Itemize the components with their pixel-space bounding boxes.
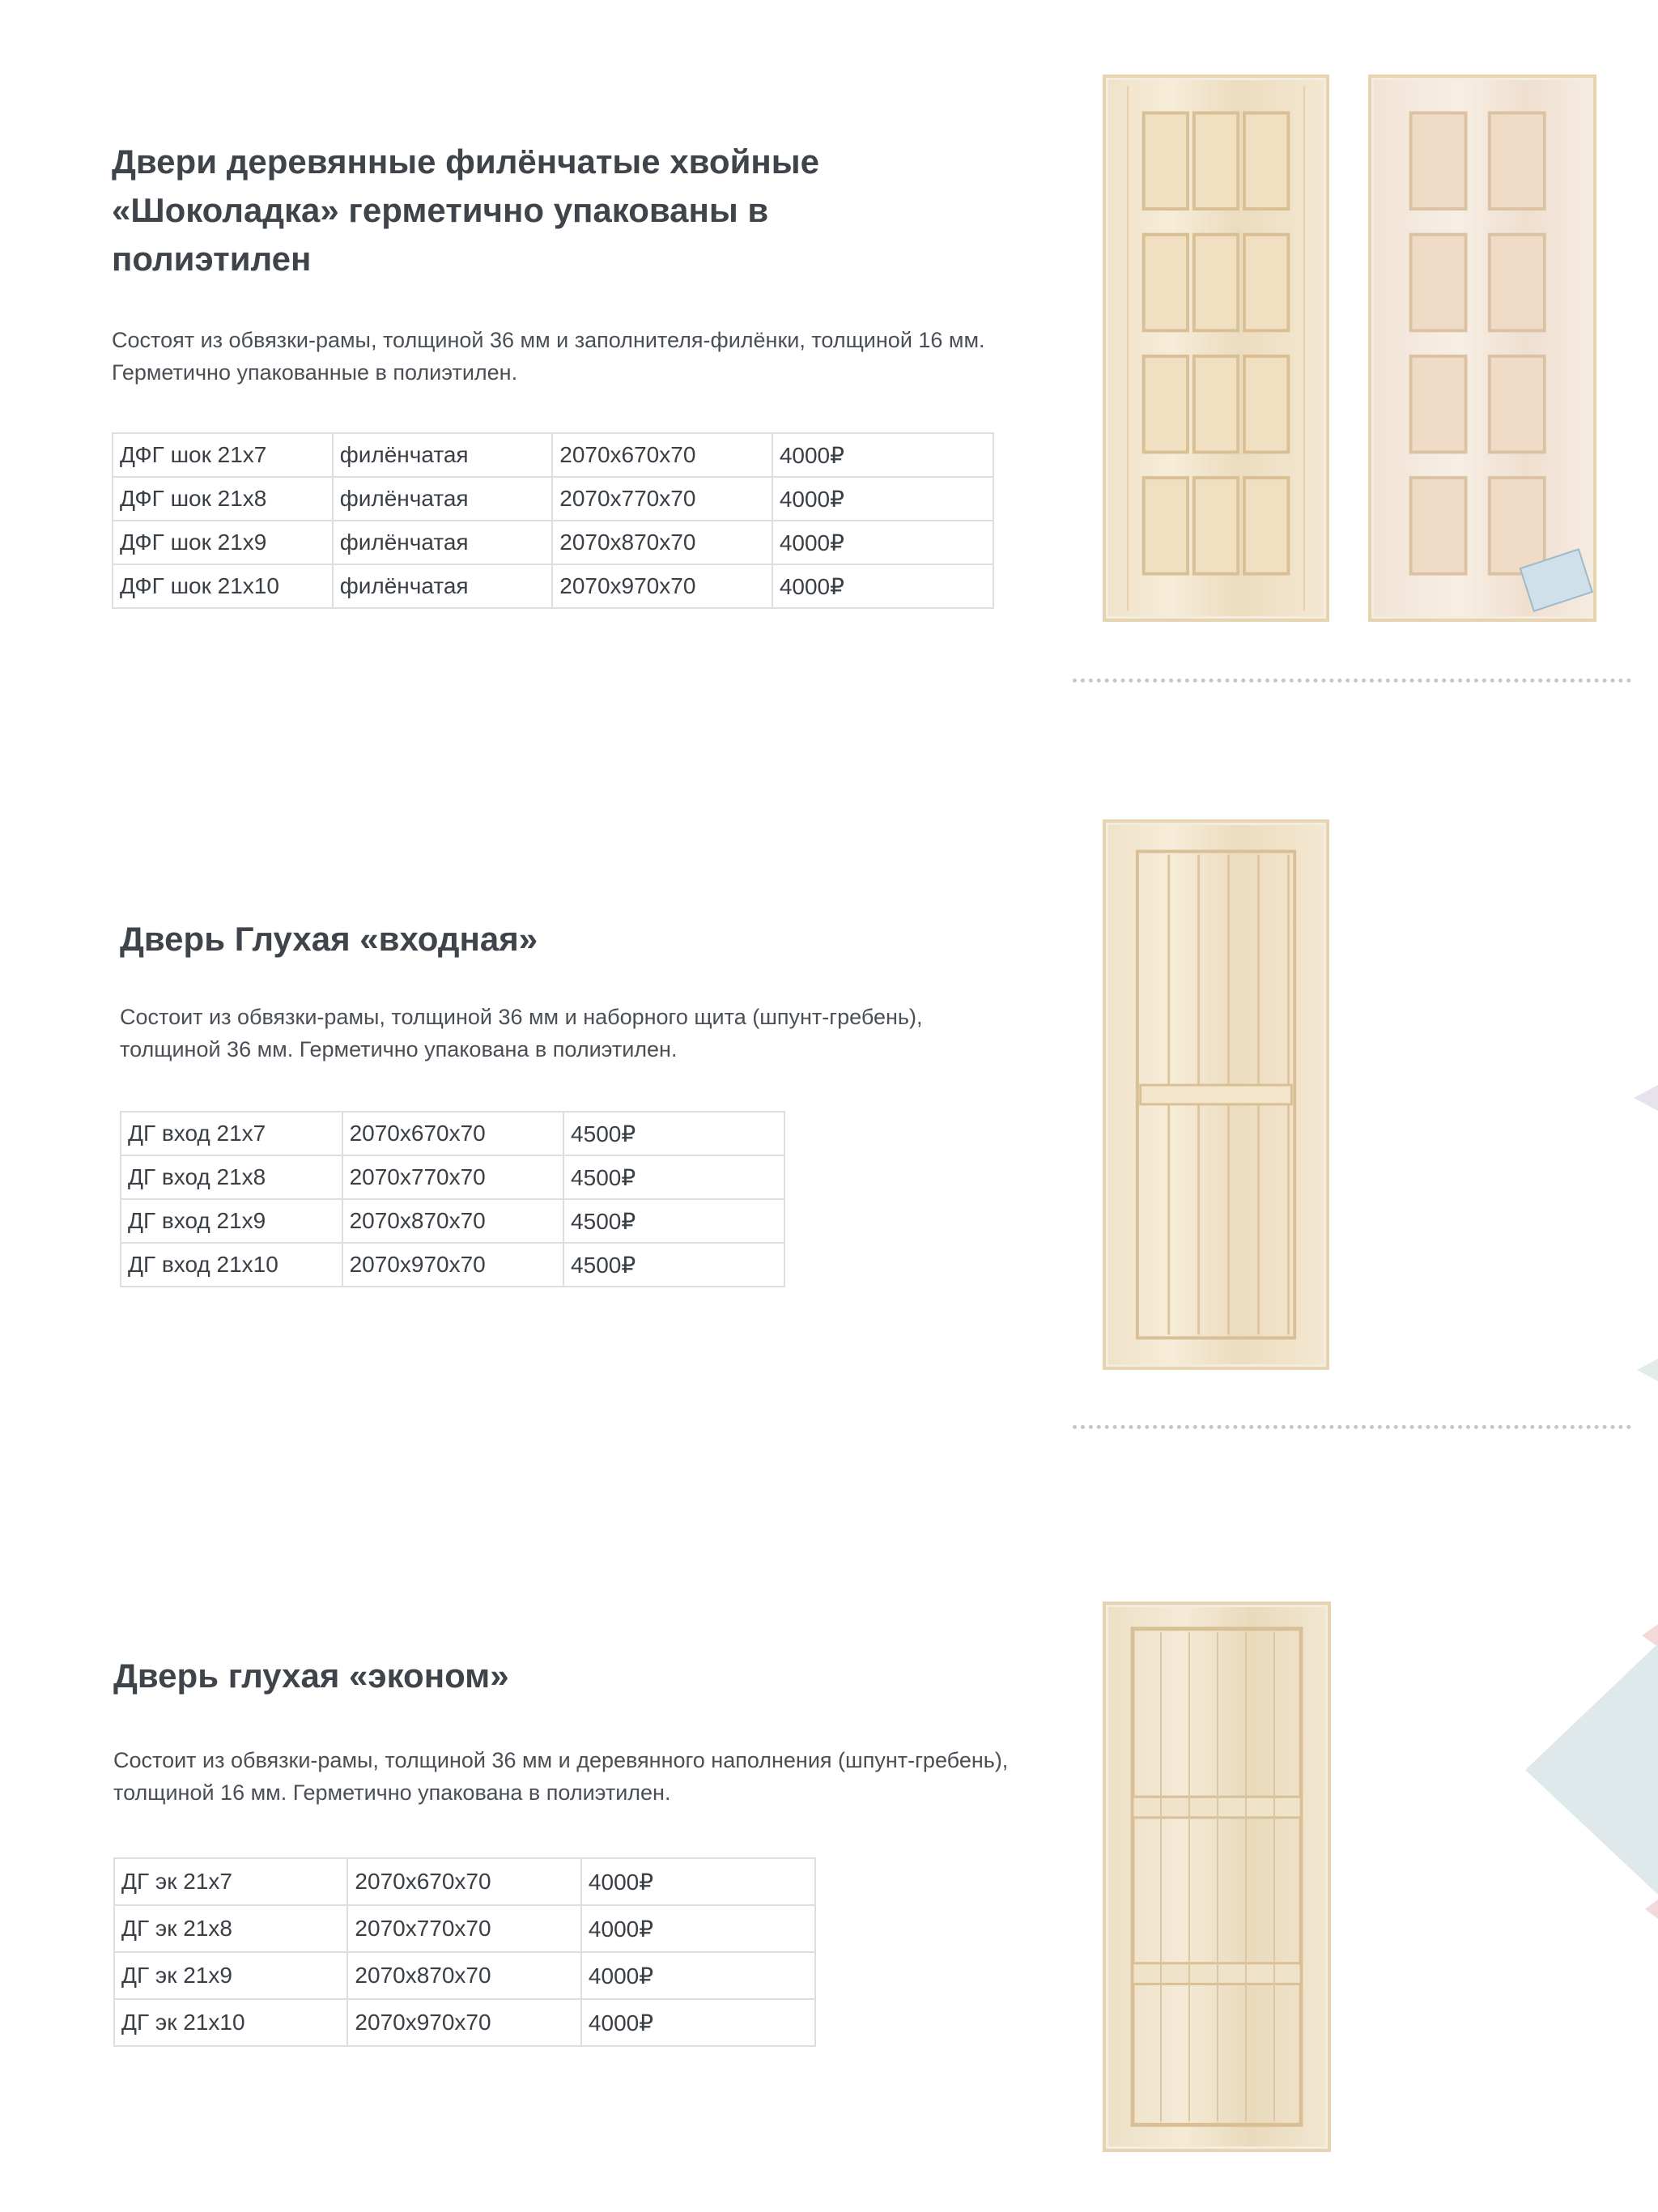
table-cell-price: 4000₽: [581, 1858, 815, 1905]
product-title: Дверь Глухая «входная»: [120, 920, 538, 958]
table-cell-price: 4000₽: [772, 433, 993, 477]
deco-diamond-icon: [1525, 1644, 1658, 1895]
deco-triangle-icon: [1637, 1359, 1658, 1381]
table-row: [113, 433, 993, 477]
table-cell-size: 2070х870х70: [552, 521, 772, 564]
paneled-door-packed-image: [1368, 74, 1596, 622]
table-cell-type: филёнчатая: [333, 521, 553, 564]
table-cell-type: филёнчатая: [333, 564, 553, 608]
decorative-background-shapes: [1441, 1053, 1658, 1943]
product-spec-table: [112, 432, 994, 609]
table-row: [113, 477, 993, 521]
table-cell-size: 2070х770х70: [347, 1905, 581, 1952]
table-row: [113, 564, 993, 608]
table-cell-price: 4000₽: [772, 521, 993, 564]
deco-triangle-icon: [1645, 1899, 1658, 1919]
table-cell-type: филёнчатая: [333, 477, 553, 521]
table-cell-price: 4000₽: [772, 477, 993, 521]
table-cell-model: ДФГ шок 21х10: [113, 564, 333, 608]
product-spec-table: [113, 1857, 816, 2047]
economy-door-drawing: [1106, 1605, 1328, 2149]
table-cell-price: 4000₽: [581, 1952, 815, 1999]
table-cell-size: 2070х970х70: [347, 1999, 581, 2046]
paneled-door-image: [1103, 74, 1329, 622]
deco-triangle-icon: [1642, 1624, 1658, 1647]
product-spec-table: [120, 1111, 785, 1287]
table-cell-size: 2070х670х70: [342, 1112, 563, 1155]
table-row: [114, 1905, 815, 1952]
table-cell-size: 2070х670х70: [552, 433, 772, 477]
table-cell-model: ДГ эк 21х10: [114, 1999, 347, 2046]
table-cell-model: ДГ эк 21х9: [114, 1952, 347, 1999]
product-description: Состоят из обвязки-рамы, толщиной 36 мм и заполнителя-филёнки, толщиной 16 мм. Герметично упакованные в полиэтилен.: [112, 328, 985, 385]
table-cell-price: 4500₽: [563, 1112, 784, 1155]
table-cell-size: 2070х970х70: [342, 1243, 563, 1287]
section-divider: [1073, 678, 1631, 683]
table-cell-model: ДФГ шок 21х7: [113, 433, 333, 477]
table-row: [121, 1199, 784, 1243]
table-cell-size: 2070х970х70: [552, 564, 772, 608]
table-cell-model: ДГ вход 21х9: [121, 1199, 342, 1243]
table-cell-price: 4500₽: [563, 1199, 784, 1243]
table-cell-model: ДГ эк 21х7: [114, 1858, 347, 1905]
table-cell-model: ДФГ шок 21х9: [113, 521, 333, 564]
table-cell-model: ДГ вход 21х7: [121, 1112, 342, 1155]
table-cell-size: 2070х770х70: [552, 477, 772, 521]
table-row: [114, 1999, 815, 2046]
table-row: [114, 1858, 815, 1905]
paneled-door-drawing: [1106, 78, 1326, 619]
paneled-door-packed-drawing: [1371, 78, 1593, 619]
table-row: [114, 1952, 815, 1999]
table-cell-size: 2070х870х70: [342, 1199, 563, 1243]
table-row: [113, 521, 993, 564]
table-row: [121, 1112, 784, 1155]
table-cell-price: 4000₽: [772, 564, 993, 608]
product-description: Состоит из обвязки-рамы, толщиной 36 мм и наборного щита (шпунт-гребень), толщиной 36 мм. Герметично упакована в полиэтилен.: [120, 1005, 923, 1061]
table-cell-model: ДФГ шок 21х8: [113, 477, 333, 521]
table-cell-price: 4500₽: [563, 1243, 784, 1287]
board-door-image: [1103, 819, 1329, 1370]
table-cell-price: 4000₽: [581, 1999, 815, 2046]
table-cell-price: 4500₽: [563, 1155, 784, 1199]
product-title: Дверь глухая «эконом»: [113, 1657, 509, 1695]
product-description: Состоит из обвязки-рамы, толщиной 36 мм и деревянного наполнения (шпунт-гребень), толщиной 16 мм. Герметично упакована в полиэтилен.: [113, 1748, 1009, 1805]
table-cell-type: филёнчатая: [333, 433, 553, 477]
table-cell-size: 2070х670х70: [347, 1858, 581, 1905]
table-cell-size: 2070х870х70: [347, 1952, 581, 1999]
board-door-drawing: [1106, 823, 1326, 1367]
table-row: [121, 1243, 784, 1287]
table-row: [121, 1155, 784, 1199]
economy-door-image: [1103, 1602, 1331, 2152]
product-title: Двери деревянные филёнчатые хвойные «Шоколадка» герметично упакованы в полиэтилен: [112, 143, 820, 278]
deco-triangle-icon: [1634, 1085, 1658, 1111]
table-cell-price: 4000₽: [581, 1905, 815, 1952]
table-cell-model: ДГ вход 21х10: [121, 1243, 342, 1287]
table-cell-model: ДГ вход 21х8: [121, 1155, 342, 1199]
table-cell-size: 2070х770х70: [342, 1155, 563, 1199]
table-cell-model: ДГ эк 21х8: [114, 1905, 347, 1952]
